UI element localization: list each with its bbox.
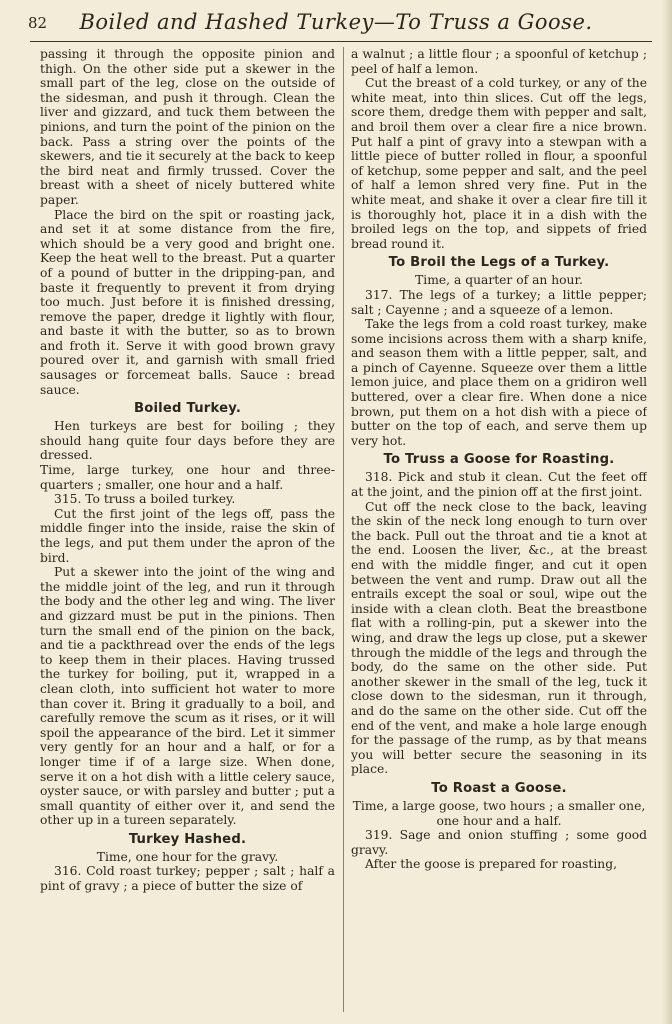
paragraph: 316. Cold roast turkey; pepper ; salt ; half a pint of gravy ; a piece of butter the size of: [40, 864, 335, 894]
header-rule: [30, 41, 652, 42]
paragraph: Cut the breast of a cold turkey, or any of the white meat, into thin slices. Cut off the legs, score them, dredge them with pepper and salt, and broil them over a clear fire a nice brown. Put half a pint of gravy into a stewpan with a little piece of butter rolled in flour, a spoonful of ketchup, some pepper and salt, and the peel of half a lemon shred very fine. Put in the white meat, and shake it over a clear fire till it is thoroughly hot, place it in a dish with the broiled legs on the top, and sippets of fried bread round it.: [351, 76, 647, 251]
paragraph: Time, large turkey, one hour and three-quarters ; smaller, one hour and a half.: [40, 463, 335, 492]
paragraph: After the goose is prepared for roasting,: [365, 857, 618, 872]
right-column: [351, 47, 647, 1016]
section-heading: To Roast a Goose.: [431, 780, 567, 796]
paragraph: Time, one hour for the gravy.: [96, 849, 279, 864]
paragraph: Time, a quarter of an hour.: [415, 273, 583, 288]
paragraph: Place the bird on the spit or roasting jack, and set it at some distance from the fire, which should be a very good and bright one. Keep the heat well to the breast. Put a quarter of a pound of butter in the dripping-pan, and baste it frequently to prevent it from drying too much. Just before it is finished dressing, remove the paper, dredge it lightly with flour, and baste it with the butter, so as to brown and froth it. Serve it with good brown gravy poured over it, and garnish with small fried sausages or forcemeat balls. Sauce : bread sauce.: [40, 207, 335, 397]
page-edge-shadow: [662, 0, 672, 1024]
paragraph: Hen turkeys are best for boiling ; they should hang quite four days before they are dressed.: [40, 419, 335, 463]
paragraph: Time, a large goose, two hours ; a smaller one, one hour and a half.: [352, 798, 646, 828]
column-divider: [343, 47, 344, 1012]
paragraph: 317. The legs of a turkey; a little pepper; salt ; Cayenne ; and a squeeze of a lemon.: [351, 287, 647, 317]
paragraph: Put a skewer into the joint of the wing and the middle joint of the leg, and run it through the body and the other leg and wing. The liver and gizzard must be put in the pinions. Then turn the small end of the pinion on the back, and tie a packthread over the ends of the legs to keep them in their places. Having trussed the turkey for boiling, put it, wrapped in a clean cloth, into sufficient hot water to more than cover it. Bring it gradually to a boil, and carefully remove the scum as it rises, or it will spoil the appearance of the bird. Let it simmer very gently for an hour and a half, or for a longer time if of a large size. When done, serve it on a hot dish with a little celery sauce, oyster sauce, or with parsley and butter ; put a small quantity of either over it, and send the other up in a tureen separately.: [40, 565, 335, 828]
paragraph: 319. Sage and onion stuffing ; some good gravy.: [351, 828, 647, 857]
paragraph: 318. Pick and stub it clean. Cut the feet off at the joint, and the pinion off at the first joint.: [351, 470, 647, 500]
section-heading: To Broil the Legs of a Turkey.: [388, 255, 610, 271]
paragraph: Cut off the neck close to the back, leaving the skin of the neck long enough to turn over the back. Pull out the throat and tie a knot at the end. Loosen the liver, &c., at the breast end with the middle finger, and cut it open between the vent and rump. Draw out all the entrails except the soal or soul, wipe out the inside with a clean cloth. Beat the breastbone flat with a rolling-pin, put a skewer into the wing, and draw the legs up close, put a skewer through the middle of the legs and through the body, do the same on the other side. Put another skewer in the small of the leg, tuck it close down to the sidesman, run it through, and do the same on the other side. Cut off the end of the vent, and make a hole large enough for the passage of the rump, as by that means you will better secure the seasoning in its place.: [351, 499, 647, 777]
section-heading: To Truss a Goose for Roasting.: [383, 452, 615, 468]
paragraph: Take the legs from a cold roast turkey, make some incisions across them with a sharp knife, and season them with a little pepper, salt, and a pinch of Cayenne. Squeeze over them a little lemon juice, and place them on a gridiron well buttered, over a clear fire. When done a nice brown, put them on a hot dish with a piece of butter on the top of each, and serve them up very hot.: [351, 317, 647, 448]
section-heading: Boiled Turkey.: [133, 401, 242, 417]
paragraph: Cut the first joint of the legs off, pass the middle finger into the inside, raise the skin of the legs, and put them under the apron of the bird.: [40, 506, 335, 565]
section-heading: Turkey Hashed.: [128, 831, 247, 847]
running-title: Boiled and Hashed Turkey—To Truss a Goose.: [79, 10, 593, 34]
left-column: [40, 47, 335, 1016]
paragraph: 315. To truss a boiled turkey.: [54, 492, 236, 507]
paragraph: passing it through the opposite pinion and thigh. On the other side put a skewer in the small part of the leg, close on the outside of the sidesman, and push it through. Clean the liver and gizzard, and tuck them between the pinions, and turn the point of the pinion on the back. Pass a string over the points of the skewers, and tie it securely at the back to keep the bird neat and firmly trussed. Cover the breast with a sheet of nicely buttered white paper.: [40, 47, 335, 207]
page-header: [20, 10, 652, 38]
paragraph: a walnut ; a little flour ; a spoonful of ketchup ; peel of half a lemon.: [351, 47, 647, 76]
page-number: 82: [28, 14, 48, 32]
